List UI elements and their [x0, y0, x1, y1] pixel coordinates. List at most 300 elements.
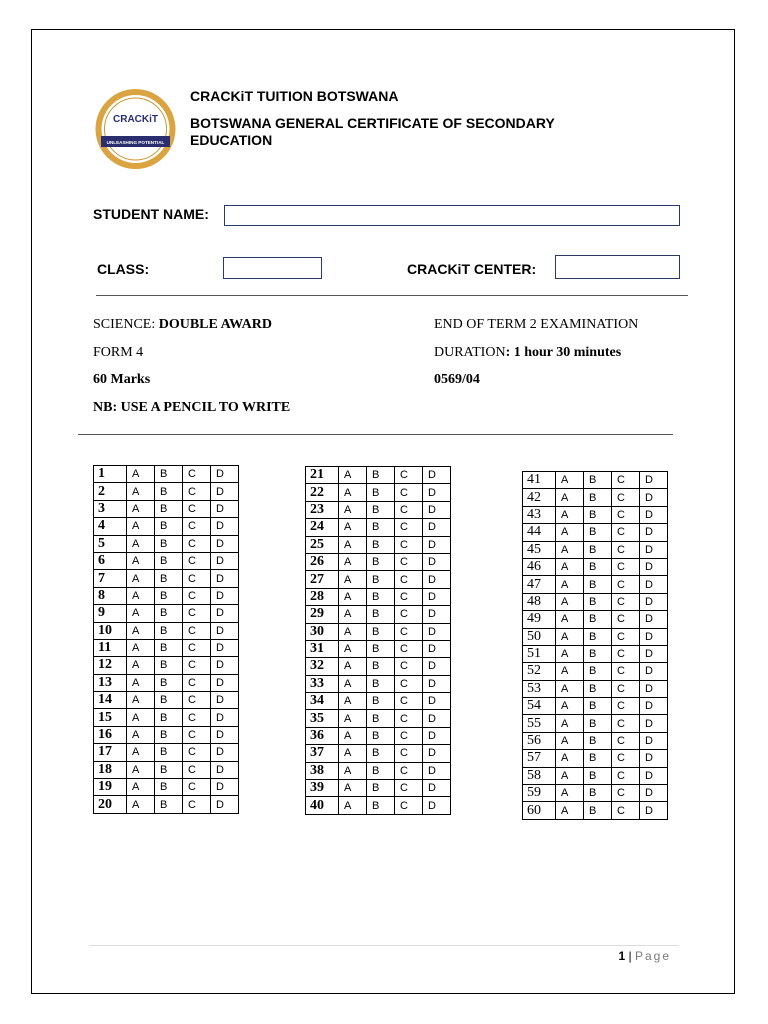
answer-option-b[interactable]: B: [584, 767, 612, 784]
answer-option-b[interactable]: B: [155, 796, 183, 813]
question-number: 26: [306, 553, 339, 570]
answer-option-c[interactable]: C: [183, 709, 211, 726]
answer-option-b[interactable]: B: [367, 519, 395, 536]
answer-option-a[interactable]: A: [556, 611, 584, 628]
answer-option-a[interactable]: A: [127, 622, 155, 639]
answer-option-a[interactable]: A: [556, 750, 584, 767]
answer-option-b[interactable]: B: [155, 518, 183, 535]
answer-option-d[interactable]: D: [423, 588, 451, 605]
answer-option-a[interactable]: A: [339, 467, 367, 484]
question-number: 54: [523, 698, 556, 715]
answer-option-d[interactable]: D: [640, 767, 668, 784]
answer-option-a[interactable]: A: [339, 484, 367, 501]
answer-option-c[interactable]: C: [395, 780, 423, 797]
answer-option-d[interactable]: D: [640, 663, 668, 680]
answer-option-a[interactable]: A: [339, 727, 367, 744]
answer-option-a[interactable]: A: [339, 536, 367, 553]
answer-option-b[interactable]: B: [155, 483, 183, 500]
answer-row: [94, 535, 239, 552]
answer-option-d[interactable]: D: [423, 623, 451, 640]
answer-row: [306, 501, 451, 518]
answer-row: [523, 645, 668, 662]
answer-option-b[interactable]: B: [367, 553, 395, 570]
answer-option-d[interactable]: D: [640, 611, 668, 628]
answer-option-c[interactable]: C: [612, 715, 640, 732]
answer-option-d[interactable]: D: [423, 606, 451, 623]
answer-option-d[interactable]: D: [640, 593, 668, 610]
answer-row: [94, 709, 239, 726]
answer-option-a[interactable]: A: [339, 710, 367, 727]
answer-option-a[interactable]: A: [556, 489, 584, 506]
page-number-value: 1: [618, 949, 626, 963]
answer-row: [306, 727, 451, 744]
answer-option-a[interactable]: A: [339, 588, 367, 605]
answer-row: [523, 767, 668, 784]
answer-option-c[interactable]: C: [183, 761, 211, 778]
answer-option-b[interactable]: B: [584, 732, 612, 749]
answer-option-d[interactable]: D: [211, 500, 239, 517]
answer-option-c[interactable]: C: [183, 657, 211, 674]
answer-option-b[interactable]: B: [367, 640, 395, 657]
answer-option-b[interactable]: B: [155, 674, 183, 691]
answer-option-a[interactable]: A: [556, 645, 584, 662]
answer-option-b[interactable]: B: [584, 558, 612, 575]
answer-option-a[interactable]: A: [556, 628, 584, 645]
answer-option-d[interactable]: D: [211, 674, 239, 691]
answer-option-d[interactable]: D: [423, 467, 451, 484]
answer-option-d[interactable]: D: [423, 519, 451, 536]
answer-option-a[interactable]: A: [339, 519, 367, 536]
answer-option-a[interactable]: A: [339, 571, 367, 588]
answer-option-b[interactable]: B: [155, 761, 183, 778]
question-number: 60: [523, 802, 556, 819]
answer-option-c[interactable]: C: [183, 726, 211, 743]
answer-option-c[interactable]: C: [183, 518, 211, 535]
answer-option-d[interactable]: D: [211, 605, 239, 622]
question-number: 1: [94, 466, 127, 483]
answer-option-b[interactable]: B: [367, 780, 395, 797]
question-number: 23: [306, 501, 339, 518]
answer-option-c[interactable]: C: [183, 779, 211, 796]
answer-option-c[interactable]: C: [395, 762, 423, 779]
answer-option-c[interactable]: C: [183, 744, 211, 761]
answer-option-b[interactable]: B: [155, 570, 183, 587]
answer-option-c[interactable]: C: [612, 576, 640, 593]
question-number: 28: [306, 588, 339, 605]
answer-option-c[interactable]: C: [395, 693, 423, 710]
question-number: 53: [523, 680, 556, 697]
answer-row: [306, 467, 451, 484]
answer-option-a[interactable]: A: [339, 762, 367, 779]
answer-option-a[interactable]: A: [127, 726, 155, 743]
answer-option-c[interactable]: C: [395, 484, 423, 501]
answer-option-c[interactable]: C: [612, 628, 640, 645]
answer-option-d[interactable]: D: [423, 571, 451, 588]
answer-option-c[interactable]: C: [395, 501, 423, 518]
answer-option-c[interactable]: C: [183, 535, 211, 552]
answer-option-b[interactable]: B: [584, 593, 612, 610]
answer-option-a[interactable]: A: [556, 576, 584, 593]
class-label: CLASS:: [97, 261, 150, 277]
answer-option-c[interactable]: C: [183, 587, 211, 604]
answer-option-d[interactable]: D: [211, 709, 239, 726]
answer-option-a[interactable]: A: [556, 785, 584, 802]
answer-option-b[interactable]: B: [367, 606, 395, 623]
question-number: 50: [523, 628, 556, 645]
answer-option-c[interactable]: C: [612, 663, 640, 680]
answer-option-a[interactable]: A: [556, 472, 584, 489]
logo-text: CRACKiT: [113, 114, 158, 125]
answer-option-d[interactable]: D: [640, 645, 668, 662]
answer-option-d[interactable]: D: [211, 622, 239, 639]
answer-option-d[interactable]: D: [423, 745, 451, 762]
duration-value: : 1 hour 30 minutes: [505, 345, 622, 360]
answer-option-d[interactable]: D: [211, 587, 239, 604]
answer-option-c[interactable]: C: [183, 466, 211, 483]
answer-option-a[interactable]: A: [127, 779, 155, 796]
answer-option-b[interactable]: B: [155, 744, 183, 761]
answer-option-a[interactable]: A: [556, 541, 584, 558]
answer-option-b[interactable]: B: [584, 680, 612, 697]
answer-row: [306, 640, 451, 657]
marks-wrap: [93, 372, 150, 388]
answer-option-b[interactable]: B: [584, 628, 612, 645]
answer-option-a[interactable]: A: [339, 606, 367, 623]
answer-option-b[interactable]: B: [584, 645, 612, 662]
answer-option-c[interactable]: C: [612, 506, 640, 523]
answer-option-d[interactable]: D: [640, 715, 668, 732]
answer-row: [523, 680, 668, 697]
answer-option-d[interactable]: D: [640, 489, 668, 506]
answer-option-d[interactable]: D: [423, 675, 451, 692]
question-number: 27: [306, 571, 339, 588]
answer-option-b[interactable]: B: [584, 698, 612, 715]
answer-row: [523, 663, 668, 680]
form-level: FORM 4: [93, 345, 144, 360]
answer-option-c[interactable]: C: [612, 680, 640, 697]
answer-option-c[interactable]: C: [183, 552, 211, 569]
answer-option-c[interactable]: C: [395, 658, 423, 675]
answer-option-d[interactable]: D: [423, 693, 451, 710]
student-name-field[interactable]: [224, 205, 680, 226]
answer-option-b[interactable]: B: [367, 658, 395, 675]
answer-option-b[interactable]: B: [584, 576, 612, 593]
answer-option-b[interactable]: B: [584, 802, 612, 819]
answer-option-b[interactable]: B: [367, 623, 395, 640]
answer-option-a[interactable]: A: [556, 698, 584, 715]
answer-option-b[interactable]: B: [367, 693, 395, 710]
answer-option-a[interactable]: A: [339, 693, 367, 710]
answer-option-b[interactable]: B: [155, 622, 183, 639]
question-number: 30: [306, 623, 339, 640]
question-number: 49: [523, 611, 556, 628]
question-number: 17: [94, 744, 127, 761]
answer-option-d[interactable]: D: [211, 726, 239, 743]
answer-option-b[interactable]: B: [367, 797, 395, 814]
answer-option-d[interactable]: D: [640, 472, 668, 489]
answer-option-a[interactable]: A: [127, 674, 155, 691]
logo-tagline: UNLEASHING POTENTIAL: [106, 140, 165, 145]
answer-option-d[interactable]: D: [423, 727, 451, 744]
answer-option-d[interactable]: D: [640, 680, 668, 697]
answer-row: [94, 552, 239, 569]
answer-option-b[interactable]: B: [367, 727, 395, 744]
answer-option-d[interactable]: D: [640, 628, 668, 645]
answer-option-d[interactable]: D: [423, 553, 451, 570]
answer-option-a[interactable]: A: [127, 657, 155, 674]
answer-option-b[interactable]: B: [155, 466, 183, 483]
answer-option-c[interactable]: C: [612, 645, 640, 662]
question-number: 25: [306, 536, 339, 553]
answer-option-b[interactable]: B: [367, 467, 395, 484]
answer-option-d[interactable]: D: [211, 692, 239, 709]
code-wrap: [434, 372, 480, 388]
answer-option-c[interactable]: C: [612, 611, 640, 628]
answer-option-d[interactable]: D: [640, 506, 668, 523]
center-label: CRACKiT CENTER:: [407, 261, 537, 277]
answer-option-a[interactable]: A: [127, 744, 155, 761]
answer-option-c[interactable]: C: [183, 570, 211, 587]
answer-option-a[interactable]: A: [556, 802, 584, 819]
answer-option-c[interactable]: C: [395, 640, 423, 657]
answer-option-b[interactable]: B: [367, 571, 395, 588]
pencil-note: NB: USE A PENCIL TO WRITE: [93, 400, 291, 415]
answer-option-d[interactable]: D: [423, 501, 451, 518]
answer-option-b[interactable]: B: [584, 541, 612, 558]
answer-option-c[interactable]: C: [183, 674, 211, 691]
answer-option-d[interactable]: D: [211, 535, 239, 552]
answer-option-d[interactable]: D: [640, 802, 668, 819]
answer-option-d[interactable]: D: [423, 780, 451, 797]
answer-option-a[interactable]: A: [339, 797, 367, 814]
answer-option-d[interactable]: D: [211, 657, 239, 674]
answer-option-a[interactable]: A: [127, 466, 155, 483]
answer-option-c[interactable]: C: [395, 536, 423, 553]
answer-option-d[interactable]: D: [423, 640, 451, 657]
answer-option-a[interactable]: A: [556, 506, 584, 523]
answer-option-b[interactable]: B: [155, 587, 183, 604]
answer-option-a[interactable]: A: [339, 658, 367, 675]
answer-option-d[interactable]: D: [423, 536, 451, 553]
term-title: END OF TERM 2 EXAMINATION: [434, 317, 639, 332]
answer-option-c[interactable]: C: [612, 767, 640, 784]
answer-option-a[interactable]: A: [556, 767, 584, 784]
answer-option-c[interactable]: C: [612, 524, 640, 541]
answer-option-b[interactable]: B: [584, 715, 612, 732]
student-name-label: STUDENT NAME:: [93, 206, 209, 222]
answer-option-a[interactable]: A: [556, 558, 584, 575]
answer-option-d[interactable]: D: [211, 552, 239, 569]
answer-option-a[interactable]: A: [556, 663, 584, 680]
answer-option-b[interactable]: B: [155, 605, 183, 622]
answer-option-c[interactable]: C: [395, 467, 423, 484]
answer-option-a[interactable]: A: [127, 709, 155, 726]
answer-option-d[interactable]: D: [640, 541, 668, 558]
answer-option-b[interactable]: B: [584, 750, 612, 767]
center-field[interactable]: [555, 255, 680, 279]
answer-option-a[interactable]: A: [127, 535, 155, 552]
page-number: [618, 949, 671, 963]
answer-option-a[interactable]: A: [339, 553, 367, 570]
answer-option-b[interactable]: B: [584, 524, 612, 541]
answer-option-a[interactable]: A: [127, 500, 155, 517]
answer-option-b[interactable]: B: [155, 535, 183, 552]
answer-option-c[interactable]: C: [395, 675, 423, 692]
answer-option-a[interactable]: A: [339, 501, 367, 518]
answer-option-c[interactable]: C: [183, 796, 211, 813]
answer-option-b[interactable]: B: [584, 489, 612, 506]
answer-option-c[interactable]: C: [395, 727, 423, 744]
answer-option-b[interactable]: B: [584, 472, 612, 489]
answer-option-c[interactable]: C: [612, 558, 640, 575]
answer-option-d[interactable]: D: [640, 576, 668, 593]
answer-option-c[interactable]: C: [183, 483, 211, 500]
answer-option-a[interactable]: A: [556, 593, 584, 610]
answer-row: [523, 750, 668, 767]
answer-option-a[interactable]: A: [127, 796, 155, 813]
answer-option-d[interactable]: D: [640, 524, 668, 541]
answer-option-c[interactable]: C: [612, 802, 640, 819]
answer-option-c[interactable]: C: [612, 541, 640, 558]
answer-option-c[interactable]: C: [395, 571, 423, 588]
answer-option-a[interactable]: A: [556, 524, 584, 541]
answer-option-a[interactable]: A: [556, 715, 584, 732]
question-number: 40: [306, 797, 339, 814]
page-separator: |: [625, 949, 635, 963]
answer-option-c[interactable]: C: [183, 622, 211, 639]
answer-option-b[interactable]: B: [367, 484, 395, 501]
divider-bottom: [78, 434, 673, 435]
answer-option-b[interactable]: B: [584, 611, 612, 628]
answer-option-c[interactable]: C: [612, 750, 640, 767]
answer-option-a[interactable]: A: [339, 623, 367, 640]
answer-option-d[interactable]: D: [211, 744, 239, 761]
answer-option-c[interactable]: C: [395, 606, 423, 623]
answer-option-c[interactable]: C: [612, 489, 640, 506]
answer-option-d[interactable]: D: [423, 484, 451, 501]
divider-top: [96, 295, 688, 296]
answer-option-a[interactable]: A: [127, 552, 155, 569]
answer-option-d[interactable]: D: [211, 466, 239, 483]
answer-option-c[interactable]: C: [612, 472, 640, 489]
answer-option-c[interactable]: C: [395, 710, 423, 727]
answer-row: [94, 622, 239, 639]
answer-option-b[interactable]: B: [155, 500, 183, 517]
answer-option-c[interactable]: C: [612, 732, 640, 749]
answer-row: [306, 519, 451, 536]
answer-option-b[interactable]: B: [367, 501, 395, 518]
answer-option-d[interactable]: D: [211, 518, 239, 535]
answer-option-d[interactable]: D: [423, 762, 451, 779]
question-number: 39: [306, 780, 339, 797]
answer-option-d[interactable]: D: [423, 797, 451, 814]
answer-option-c[interactable]: C: [183, 639, 211, 656]
answer-row: [94, 744, 239, 761]
answer-option-d[interactable]: D: [211, 483, 239, 500]
answer-option-c[interactable]: C: [183, 692, 211, 709]
footer-divider: [89, 945, 679, 946]
answer-option-b[interactable]: B: [367, 588, 395, 605]
answer-option-a[interactable]: A: [339, 745, 367, 762]
answer-option-c[interactable]: C: [395, 797, 423, 814]
answer-option-d[interactable]: D: [640, 558, 668, 575]
answer-row: [94, 796, 239, 813]
answer-option-a[interactable]: A: [127, 605, 155, 622]
answer-option-b[interactable]: B: [584, 785, 612, 802]
answer-option-b[interactable]: B: [155, 692, 183, 709]
answer-option-a[interactable]: A: [127, 761, 155, 778]
answer-option-c[interactable]: C: [612, 593, 640, 610]
question-number: 31: [306, 640, 339, 657]
answer-option-c[interactable]: C: [612, 785, 640, 802]
answer-option-a[interactable]: A: [339, 675, 367, 692]
answer-option-d[interactable]: D: [640, 698, 668, 715]
answer-option-d[interactable]: D: [640, 750, 668, 767]
answer-option-d[interactable]: D: [640, 732, 668, 749]
answer-option-d[interactable]: D: [423, 658, 451, 675]
answer-option-c[interactable]: C: [395, 519, 423, 536]
answer-option-b[interactable]: B: [584, 663, 612, 680]
class-field[interactable]: [223, 257, 322, 279]
answer-option-b[interactable]: B: [155, 779, 183, 796]
answer-option-c[interactable]: C: [183, 605, 211, 622]
answer-option-b[interactable]: B: [367, 745, 395, 762]
answer-option-c[interactable]: C: [395, 553, 423, 570]
answer-option-c[interactable]: C: [612, 698, 640, 715]
question-number: 41: [523, 472, 556, 489]
answer-option-c[interactable]: C: [395, 623, 423, 640]
answer-row: [306, 780, 451, 797]
answer-option-d[interactable]: D: [211, 639, 239, 656]
answer-option-d[interactable]: D: [423, 710, 451, 727]
answer-row: [523, 698, 668, 715]
answer-option-d[interactable]: D: [211, 570, 239, 587]
answer-option-a[interactable]: A: [127, 570, 155, 587]
answer-option-c[interactable]: C: [183, 500, 211, 517]
answer-option-a[interactable]: A: [339, 780, 367, 797]
answer-row: [306, 693, 451, 710]
answer-option-a[interactable]: A: [556, 732, 584, 749]
answer-option-a[interactable]: A: [339, 640, 367, 657]
answer-option-b[interactable]: B: [155, 552, 183, 569]
answer-option-a[interactable]: A: [127, 692, 155, 709]
answer-option-a[interactable]: A: [556, 680, 584, 697]
answer-option-b[interactable]: B: [367, 536, 395, 553]
answer-option-a[interactable]: A: [127, 483, 155, 500]
answer-option-b[interactable]: B: [584, 506, 612, 523]
answer-option-b[interactable]: B: [367, 762, 395, 779]
answer-option-b[interactable]: B: [367, 675, 395, 692]
question-number: 35: [306, 710, 339, 727]
answer-option-a[interactable]: A: [127, 587, 155, 604]
answer-grid-1-20: [93, 465, 239, 814]
answer-option-b[interactable]: B: [155, 726, 183, 743]
answer-option-d[interactable]: D: [211, 779, 239, 796]
answer-option-b[interactable]: B: [155, 709, 183, 726]
answer-option-a[interactable]: A: [127, 518, 155, 535]
answer-option-b[interactable]: B: [155, 639, 183, 656]
answer-option-b[interactable]: B: [367, 710, 395, 727]
answer-option-c[interactable]: C: [395, 588, 423, 605]
answer-option-c[interactable]: C: [395, 745, 423, 762]
answer-option-b[interactable]: B: [155, 657, 183, 674]
answer-option-d[interactable]: D: [640, 785, 668, 802]
question-number: 34: [306, 693, 339, 710]
question-number: 22: [306, 484, 339, 501]
answer-option-a[interactable]: A: [127, 639, 155, 656]
answer-option-d[interactable]: D: [211, 761, 239, 778]
answer-option-d[interactable]: D: [211, 796, 239, 813]
